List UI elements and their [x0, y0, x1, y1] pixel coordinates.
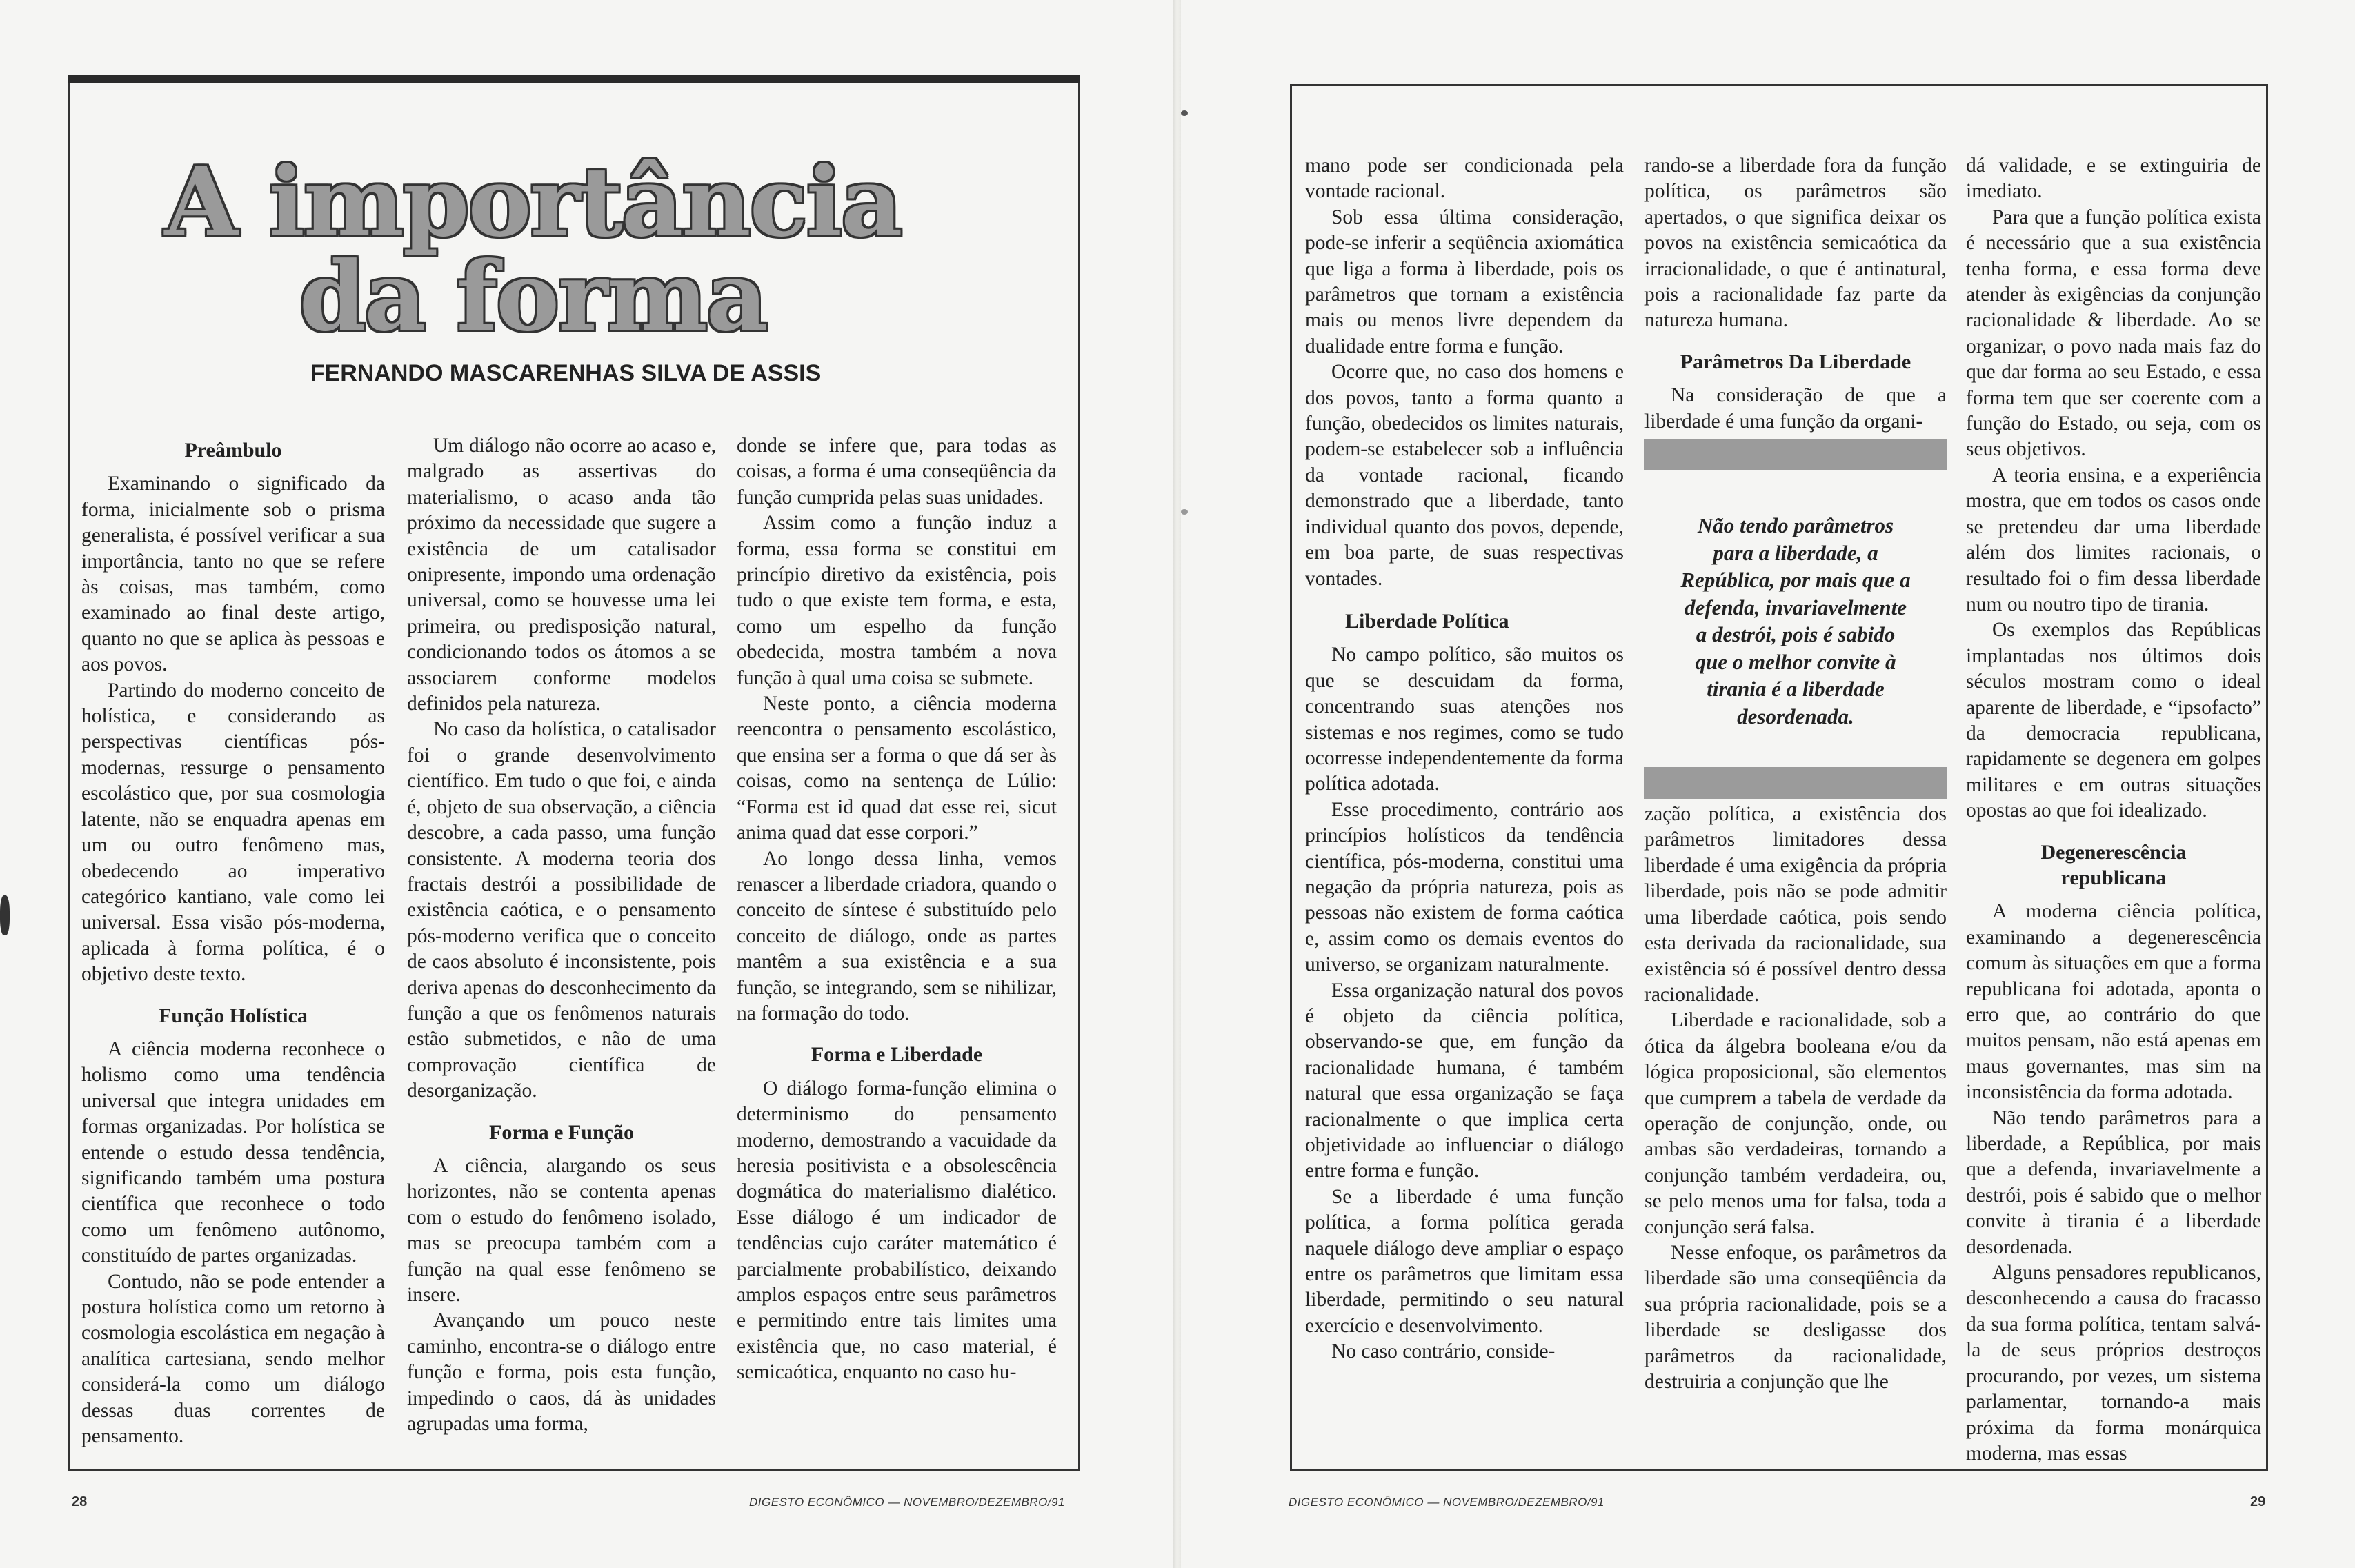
pullquote-line: que o melhor convite à: [1695, 649, 1896, 674]
section-heading: Forma e Liberdade: [811, 1043, 983, 1066]
scan-mark: [1181, 509, 1188, 515]
paragraph: Se a liberdade é uma função política, a forma política gerada naquele diálogo deve ampliar o espaço entre os parâmetros que limitam essa liberdade, permitindo o seu natural exercício e desenvolvimento.: [1305, 1185, 1624, 1337]
section-heading: Degenerescência: [2040, 840, 2187, 864]
paragraph: zação política, a existência dos parâmetros limitadores dessa liberdade é uma exigência da própria liberdade, pois não se pode admitir uma liberdade caótica, pois sendo esta derivada da racionalidade, sua existência só é possível dentro dessa racionalidade.: [1644, 803, 1947, 1006]
column-1: [81, 428, 385, 1449]
pullquote-line: Não tendo parâmetros: [1697, 513, 1894, 537]
pullquote-bottom-bar: [1644, 767, 1947, 799]
paragraph: Nesse enfoque, os parâmetros da liberdade são uma conseqüência da sua própria racionalidade, pois se a liberdade se desligasse dos parâmetros da racionalidade, destruiria a conjunção que lhe: [1644, 1241, 1947, 1393]
pullquote-line: a destrói, pois é sabido: [1696, 622, 1896, 646]
paragraph: No caso da holística, o catalisador foi o grande desenvolvimento científico. Em tudo o que foi, e ainda é, objeto de sua observação, a ciência descobre, a cada passo, uma função consistente. A moderna teoria dos fractais destrói a possibilidade de existência caótica, e o pensamento pós-moderno verifica que o conceito de caos absoluto é inconsistente, pois deriva apenas do desconhecimento da função a que os fenômenos naturais estão submetidos, e não de uma comprovação científica de desorganização.: [407, 718, 716, 1102]
column-6: [1966, 153, 2261, 1467]
paragraph: Um diálogo não ocorre ao acaso e, malgrado as assertivas do materialismo, o acaso anda tão próximo da necessidade que sugere a existência de um catalisador onipresente, impondo uma ordenação universal, como se houvesse uma lei primeira, ou predisposição natural, condicionando todos os átomos a se associarem conforme modelos definidos pela natureza.: [407, 435, 716, 715]
paragraph: A moderna ciência política, examinando a degenerescência comum às situações em que a forma republicana foi adotada, aponta o erro que, ao contrário do que muitos pensam, não está apenas em maus governantes, mas sim na inconsistência da forma adotada.: [1966, 900, 2261, 1104]
folio-left: DIGESTO ECONÔMICO — NOVEMBRO/DEZEMBRO/91: [749, 1496, 1065, 1509]
section-heading: Forma e Função: [489, 1120, 634, 1144]
paragraph: Os exemplos das Repúblicas implantadas nos últimos dois séculos mostram como o ideal aparente de liberdade, e “ipsofacto” da democracia republicana, rapidamente se degenera em golpes militares e em outras situações opostas ao que foi idealizado.: [1966, 619, 2261, 822]
paragraph: dá validade, e se extinguiria de imediato.: [1966, 155, 2261, 203]
section-heading-line-2: republicana: [2060, 866, 2167, 889]
pullquote-line: para a liberdade, a: [1713, 540, 1878, 565]
paragraph: Avançando um pouco neste caminho, encontra-se o diálogo entre função e forma, pois esta função, impedindo o caos, dá às unidades agrupadas uma forma,: [407, 1309, 716, 1436]
section-heading: Parâmetros Da Liberdade: [1680, 350, 1911, 373]
pullquote-line: República, por mais que a: [1680, 568, 1911, 592]
page-number-left: 28: [72, 1494, 88, 1509]
paragraph: Neste ponto, a ciência moderna reencontra o pensamento escolástico, que ensina ser a forma o que dá ser às coisas, como na sentença de Lúlio: “Forma est id quad dat esse rei, sicut anima quad dat esse corpori.”: [737, 693, 1057, 844]
paragraph: mano pode ser condicionada pela vontade racional.: [1305, 155, 1624, 203]
article-title-line-1: A importância: [164, 146, 902, 258]
scan-mark: [0, 895, 10, 935]
column-4: [1305, 153, 1624, 1365]
column-3: [737, 433, 1057, 1386]
paragraph: Alguns pensadores republicanos, desconhecendo a causa do fracasso da sua forma política, tentam salvá-la de seus próprios destroços procurando, por vezes, um sistema parlamentar, tornando-a mais próxima da forma monárquica moderna, mas essas: [1966, 1262, 2261, 1465]
section-heading: Função Holística: [159, 1004, 308, 1027]
paragraph: Ao longo dessa linha, vemos renascer a liberdade criadora, quando o conceito de síntese é substituído pelo conceito de diálogo, onde as partes mantêm a sua existência e a sua função, se integrando, sem se nihilizar, na formação do todo.: [737, 847, 1057, 1024]
author-byline: FERNANDO MASCARENHAS SILVA DE ASSIS: [310, 360, 822, 386]
paragraph: A ciência, alargando os seus horizontes, não se contenta apenas com o estudo do fenômeno isolado, mas se preocupa também com a função na qual esse fenômeno se insere.: [407, 1154, 716, 1306]
page-number-right: 29: [2250, 1494, 2266, 1509]
paragraph: Liberdade e racionalidade, sob a ótica da álgebra booleana e/ou da lógica proposicional, são elementos que cumprem a tabela de verdade da operação de conjunção, onde, ou ambas são verdadeiras, tornando a conjunção também verdadeira, ou, se pelo menos uma for falsa, toda a conjunção será falsa.: [1644, 1009, 1947, 1238]
paragraph: Na consideração de que a liberdade é uma função da organi-: [1644, 384, 1947, 433]
paragraph: No campo político, são muitos os que se descuidam da forma, concentrando suas atenções nos sistemas e nos regimes, como se tudo ocorresse independentemente da forma política adotada.: [1305, 644, 1624, 795]
paragraph: Assim como a função induz a forma, essa forma se constitui em princípio diretivo da existência, pois tudo o que existe tem forma, e esta, como um espelho da função obedecida, mostra também a nova função à qual uma coisa se submete.: [737, 512, 1057, 689]
paragraph: Examinando o significado da forma, inicialmente sob o prisma generalista, é possível verificar a sua importância, tanto no que se refere às coisas, mas também, como examinado ao final deste artigo, quanto no que se aplica às pessoas e aos povos.: [81, 473, 385, 676]
folio-right: DIGESTO ECONÔMICO — NOVEMBRO/DEZEMBRO/91: [1289, 1496, 1604, 1509]
paragraph: Contudo, não se pode entender a postura holística como um retorno à cosmologia escolástica em negação à analítica cartesiana, sendo melhor considerá-la como um diálogo dessas duas correntes de pensamento.: [81, 1270, 385, 1448]
pullquote-top-bar: [1644, 439, 1947, 470]
pullquote-line: tirania é a liberdade: [1707, 677, 1885, 701]
paragraph: Partindo do moderno conceito de holística, e considerando as perspectivas científicas pós-modernas, ressurge o pensamento escolástico que, por sua cosmologia latente, não se enquadra apenas em um ou outro fenômeno mas, obedecendo ao imperativo categórico kantiano, vale como lei universal. Essa visão pós-moderna, aplicada à forma política, é o objetivo deste texto.: [81, 679, 385, 986]
section-heading: Liberdade Política: [1345, 609, 1509, 633]
paragraph: Sob essa última consideração, pode-se inferir a seqüência axiomática que liga a forma à liberdade, pois os parâmetros que tornam a existência mais ou menos livre dependem da dualidade entre forma e função.: [1305, 206, 1624, 357]
left-page: [0, 0, 1175, 1568]
paragraph: Para que a função política exista é necessário que a sua existência tenha forma, e essa forma deve atender às exigências da conjunção racionalidade & liberdade. Ao se organizar, o povo nada mais faz do que dar forma ao seu Estado, e essa forma tem que ser coerente com a função do Estado, ou seja, com os seus objetivos.: [1966, 206, 2261, 461]
section-heading: Preâmbulo: [184, 439, 282, 462]
pullquote-line: defenda, invariavelmente: [1685, 595, 1907, 619]
scan-mark: [1181, 110, 1188, 116]
paragraph: Ocorre que, no caso dos homens e dos povos, tanto a forma quanto a função, obedecidos os limites naturais, podem-se estabelecer sob a influência da vontade racional, ficando demonstrado que a liberdade, tanto individual quanto dos povos, depende, em boa parte, de suas respectivas vontades.: [1305, 361, 1624, 590]
paragraph: O diálogo forma-função elimina o determinismo do pensamento moderno, demostrando a vacuidade da heresia positivista e a obsolescência dogmática do materialismo dialético. Esse diálogo é um indicador de tendências cujo caráter matemático é parcialmente probabilístico, deixando amplos espaços entre seus parâmetros e permitindo entre tais limites uma existência que, no caso material, é semicaótica, enquanto no caso hu-: [737, 1077, 1057, 1384]
paragraph: Não tendo parâmetros para a liberdade, a República, por mais que a defenda, invariavelmente a destrói, pois é sabido que o melhor convite à tirania é a liberdade desordenada.: [1966, 1106, 2261, 1258]
paragraph: rando-se a liberdade fora da função política, os parâmetros são apertados, o que significa deixar os povos na existência semicaótica da irracionalidade, o que é antinatural, pois a racionalidade faz parte da natureza humana.: [1644, 155, 1947, 332]
paragraph: donde se infere que, para todas as coisas, a forma é uma conseqüência da função cumprida pelas suas unidades.: [737, 435, 1057, 508]
paragraph: No caso contrário, conside-: [1331, 1340, 1556, 1363]
article-title-line-2: da forma: [299, 240, 767, 353]
pullquote: [1644, 512, 1947, 730]
pullquote-line: desordenada.: [1737, 704, 1854, 728]
paragraph: A teoria ensina, e a experiência mostra, que em todos os casos onde se pretendeu dar uma liberdade além dos limites racionais, o resultado foi o fim dessa liberdade num ou noutro tipo de tirania.: [1966, 464, 2261, 615]
column-2: [407, 433, 716, 1437]
paragraph: Essa organização natural dos povos é objeto da ciência política, observando-se que, em função da racionalidade humana, é também natural que essa organização se faça racionalmente o que implica certa objetividade ao influenciar o diálogo entre forma e função.: [1305, 979, 1624, 1182]
paragraph: A ciência moderna reconhece o holismo como uma tendência universal que integra unidades em formas organizadas. Por holística se entende o estudo dessa tendência, significando também uma postura científica que reconhece o todo como um fenômeno autônomo, constituído de partes organizadas.: [81, 1038, 385, 1267]
paragraph: Esse procedimento, contrário aos princípios holísticos da tendência científica, pós-moderna, constitui uma negação da própria natureza, pois as pessoas não existem de forma caótica e, assim como os demais eventos do universo, se organizam naturalmente.: [1305, 798, 1624, 976]
